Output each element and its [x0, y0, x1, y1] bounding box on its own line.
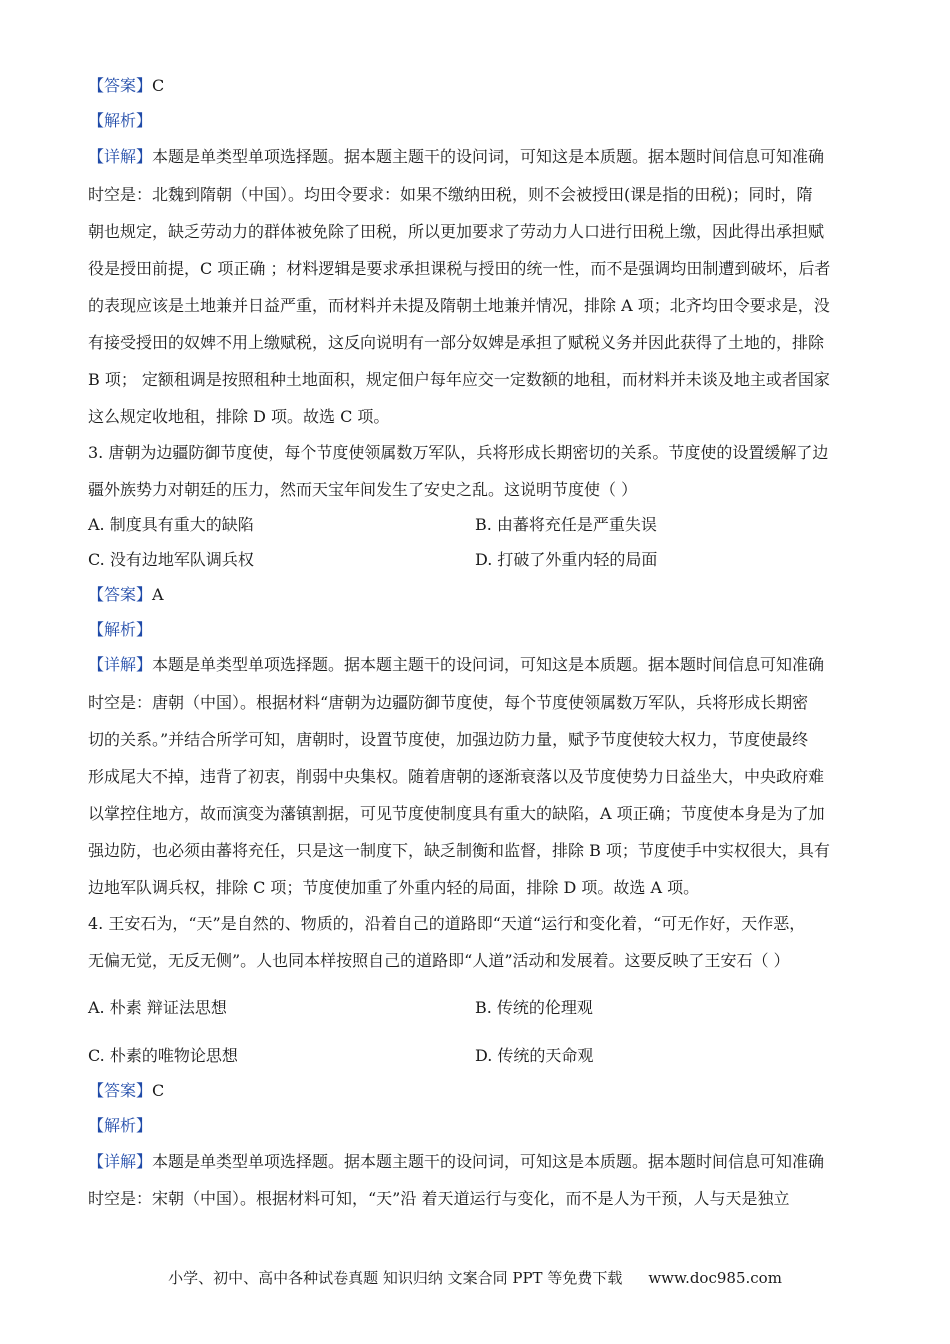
q3-detail-tag: 【详解】 — [88, 655, 153, 674]
q3-analysis-tag: 【解析】 — [88, 620, 153, 639]
q3-stem-line-0: 3. 唐朝为边疆防御节度使，每个节度使领属数万军队，兵将形成长期密切的关系。节度使的设置缓解了边 — [88, 443, 829, 462]
q4-answer-line — [88, 1081, 870, 1101]
q2-analysis-heading — [88, 111, 870, 131]
q4-stem-line-1: 无偏无觉，无反无侧”。人也同本样按照自己的道路即“人道”活动和发展着。这要反映了王安石（ ） — [88, 951, 790, 970]
q2-detail-line-6: B 项； 定额租调是按照租种土地面积，规定佃户每年应交一定数额的地租，而材料并未谈及地主或者国家 — [88, 370, 830, 389]
q3-option-d: D. 打破了外重内轻的局面 — [475, 550, 658, 569]
q3-answer-value: A — [152, 585, 164, 604]
q3-answer-line — [88, 585, 870, 605]
q3-analysis-heading — [88, 620, 870, 640]
q2-detail-line-1: 时空是：北魏到隋朝（中国）。均田令要求：如果不缴纳田税，则不会被授田(课是指的田税)；同时，隋 — [88, 185, 813, 204]
q2-answer-value: C — [152, 76, 165, 95]
q3-answer-tag: 【答案】 — [88, 585, 153, 604]
q2-detail-line-2: 朝也规定，缺乏劳动力的群体被免除了田税，所以更加要求了劳动力人口进行田税上缴，因此得出承担赋 — [88, 222, 825, 241]
q3-detail-line-0: 【详解】本题是单类型单项选择题。据本题主题干的设问词，可知这是本质题。据本题时间信息可知准确 — [88, 655, 825, 674]
q4-detail-line-0: 【详解】本题是单类型单项选择题。据本题主题干的设问词，可知这是本质题。据本题时间信息可知准确 — [88, 1152, 825, 1171]
footer-text: 小学、初中、高中各种试卷真题 知识归纳 文案合同 PPT 等免费下载 — [168, 1269, 623, 1287]
q3-stem-line-1: 疆外族势力对朝廷的压力，然而天宝年间发生了安史之乱。这说明节度使（ ） — [88, 480, 638, 499]
q4-answer-tag: 【答案】 — [88, 1081, 153, 1100]
q2-answer-line — [88, 76, 870, 96]
q2-detail-line-0: 【详解】本题是单类型单项选择题。据本题主题干的设问词，可知这是本质题。据本题时间信息可知准确 — [88, 147, 825, 166]
q3-detail-line-3: 形成尾大不掉，违背了初衷，削弱中央集权。随着唐朝的逐渐衰落以及节度使势力日益坐大，中央政府难 — [88, 767, 825, 786]
q3-detail-line-1: 时空是：唐朝（中国）。根据材料“唐朝为边疆防御节度使，每个节度使领属数万军队，兵将形成长期密 — [88, 693, 809, 712]
footer-site-link[interactable]: www.doc985.com — [648, 1269, 782, 1287]
q3-option-b: B. 由蕃将充任是严重失误 — [475, 515, 657, 534]
q3-option-c: C. 没有边地军队调兵权 — [88, 550, 254, 569]
q2-detail-line-7: 这么规定收地租，排除 D 项。故选 C 项。 — [88, 407, 390, 426]
q2-detail-line-3: 役是授田前提，C 项正确 ；材料逻辑是要求承担课税与授田的统一性，而不是强调均田制遭到破坏，后者 — [88, 259, 831, 278]
q4-analysis-heading — [88, 1116, 870, 1136]
q2-detail-tag: 【详解】 — [88, 147, 153, 166]
q2-analysis-tag: 【解析】 — [88, 111, 153, 130]
q2-detail-line-4: 的表现应该是土地兼并日益严重，而材料并未提及隋朝土地兼并情况，排除 A 项；北齐均田令要求是，没 — [88, 296, 830, 315]
q4-analysis-tag: 【解析】 — [88, 1116, 153, 1135]
q3-detail-line-6: 边地军队调兵权，排除 C 项；节度使加重了外重内轻的局面，排除 D 项。故选 A 项。 — [88, 878, 700, 897]
q4-option-b: B. 传统的伦理观 — [475, 998, 593, 1017]
q3-detail-line-4: 以掌控住地方，故而演变为藩镇割据，可见节度使制度具有重大的缺陷，A 项正确；节度使本身是为了加 — [88, 804, 825, 823]
q2-detail-line-5: 有接受授田的奴婢不用上缴赋税，这反向说明有一部分奴婢是承担了赋税义务并因此获得了土地的，排除 — [88, 333, 825, 352]
page-footer — [0, 1268, 950, 1288]
q4-option-c: C. 朴素的唯物论思想 — [88, 1046, 238, 1065]
q3-detail-line-5: 强边防，也必须由蕃将充任，只是这一制度下，缺乏制衡和监督，排除 B 项；节度使手中实权很大，具有 — [88, 841, 830, 860]
q3-option-a: A. 制度具有重大的缺陷 — [88, 515, 254, 534]
q4-answer-value: C — [152, 1081, 165, 1100]
q2-answer-tag: 【答案】 — [88, 76, 153, 95]
q4-stem-line-0: 4. 王安石为，“天”是自然的、物质的，沿着自己的道路即“天道“运行和变化着，“可无作好，天作恶， — [88, 914, 806, 933]
q4-detail-line-1: 时空是：宋朝（中国）。根据材料可知，“天”沿 着天道运行与变化，而不是人为干预，人与天是独立 — [88, 1189, 790, 1208]
q4-detail-tag: 【详解】 — [88, 1152, 153, 1171]
q3-detail-line-2: 切的关系。”并结合所学可知，唐朝时，设置节度使，加强边防力量，赋予节度使较大权力，节度使最终 — [88, 730, 809, 749]
q4-option-d: D. 传统的天命观 — [475, 1046, 594, 1065]
q4-option-a: A. 朴素 辩证法思想 — [88, 998, 227, 1017]
